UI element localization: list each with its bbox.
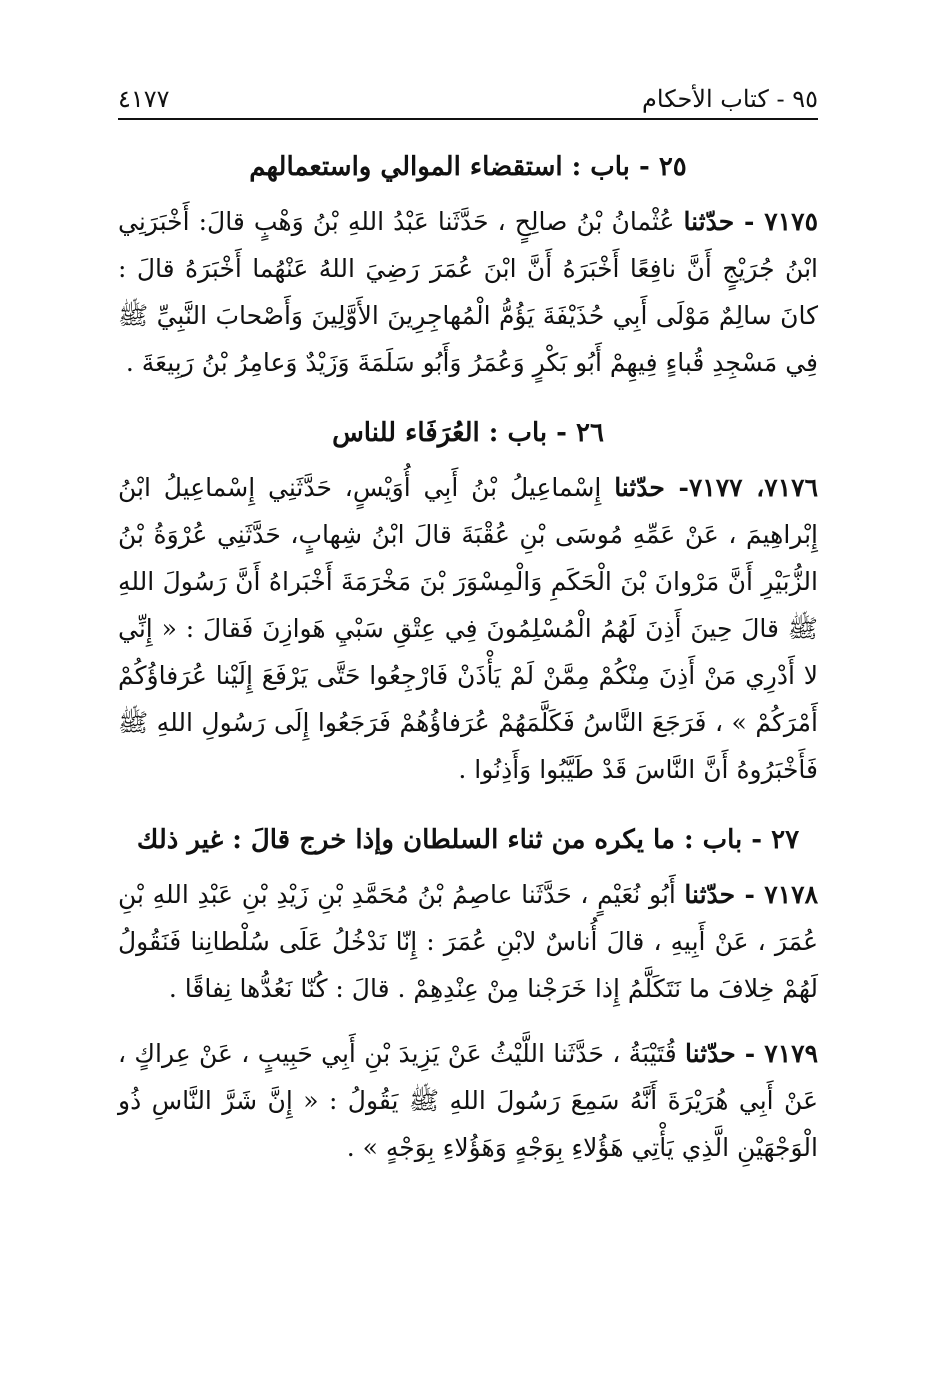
- section-heading: ٢٧ - باب : ما يكره من ثناء السلطان وإذا خرج قالَ : غير ذلك: [136, 825, 800, 855]
- hadith-text: أَبُو نُعَيْمٍ ، حَدَّثَنا عاصِمُ بْنُ مُحَمَّدِ بْنِ زَيْدِ بْنِ عَبْدِ اللهِ بْنِ عُمَرَ ، عَنْ أَبِيهِ ، قالَ أُناسٌ لابْنِ عُمَرَ : إِنّا نَدْخُلُ عَلَى سُلْطانِنا فَنَقُولُ لَهُمْ خِلافَ ما نَتَكَلَّمُ إِذا خَرَجْنا مِنْ عِنْدِهِمْ . قالَ : كُنّا نَعُدُّها نِفاقًا .: [118, 880, 818, 1003]
- hadith-text: إِسْماعِيلُ بْنُ أَبِي أُوَيْسٍ، حَدَّثَنِي إِسْماعِيلُ ابْنُ إِبْراهِيمَ ، عَنْ عَمِّهِ مُوسَى بْنِ عُقْبَةَ قالَ ابْنُ شِهابٍ، حَدَّثَنِي عُرْوَةُ بْنُ الزُّبَيْرِ أَنَّ مَرْوانَ بْنَ الْحَكَمِ وَالْمِسْوَرَ بْنَ مَخْرَمَةَ أَخْبَراهُ أَنَّ رَسُولَ اللهِ ﷺ قالَ حِينَ أَذِنَ لَهُمُ الْمُسْلِمُونَ فِي عِتْقِ سَبْيِ هَوازِنَ فَقالَ : « إِنِّي لا أَدْرِي مَنْ أَذِنَ مِنْكُمْ مِمَّنْ لَمْ يَأْذَنْ فَارْجِعُوا حَتَّى يَرْفَعَ إِلَيْنا عُرَفاؤُكُمْ أَمْرَكُمْ » ، فَرَجَعَ النَّاسُ فَكَلَّمَهُمْ عُرَفاؤُهُمْ فَرَجَعُوا إِلَى رَسُولِ اللهِ ﷺ فَأَخْبَرُوهُ أَنَّ النَّاسَ قَدْ طَيَّبُوا وَأَذِنُوا .: [118, 473, 818, 784]
- hadith-text: قُتَيْبَةُ ، حَدَّثَنا اللَّيْثُ عَنْ يَزِيدَ بْنِ أَبِي حَبِيبٍ ، عَنْ عِراكٍ ، عَنْ أَبِي هُرَيْرَةَ أَنَّهُ سَمِعَ رَسُولَ اللهِ ﷺ يَقُولُ : « إِنَّ شَرَّ النَّاسِ ذُو الْوَجْهَيْنِ الَّذِي يَأْتِي هَؤُلاءِ بِوَجْهٍ وَهَؤُلاءِ بِوَجْهٍ » .: [118, 1039, 818, 1162]
- hadith-text: عُثْمانُ بْنُ صالِحٍ ، حَدَّثَنا عَبْدُ اللهِ بْنُ وَهْبٍ قالَ: أَخْبَرَنِي ابْنُ جُرَيْجٍ أَنَّ نافِعًا أَخْبَرَهُ أَنَّ ابْنَ عُمَرَ رَضِيَ اللهُ عَنْهُما أَخْبَرَهُ قالَ : كانَ سالِمٌ مَوْلَى أَبِي حُذَيْفَةَ يَؤُمُّ الْمُهاجِرِينَ الأَوَّلِينَ وَأَصْحابَ النَّبِيِّ ﷺ فِي مَسْجِدِ قُباءٍ فِيهِمْ أَبُو بَكْرٍ وَعُمَرُ وَأَبُو سَلَمَةَ وَزَيْدٌ وَعامِرُ بْنُ رَبِيعَةَ .: [118, 207, 818, 377]
- hadith-paragraph: [118, 464, 818, 793]
- chapter-title: ٩٥ - كتاب الأحكام: [642, 85, 818, 113]
- section-heading: ٢٦ - باب : العُرَفَاء للناس: [332, 418, 604, 448]
- hadith-number: ٧١٧٥ - حدّثنا: [683, 207, 818, 236]
- hadith-number: ٧١٧٦، ٧١٧٧- حدّثنا: [614, 473, 818, 502]
- book-page: [118, 84, 818, 1171]
- hadith-paragraph: [118, 198, 818, 386]
- hadith-number: ٧١٧٨ - حدّثنا: [684, 880, 818, 909]
- section-heading: ٢٥ - باب : استقضاء الموالي واستعمالهم: [249, 152, 687, 182]
- page-number: ٤١٧٧: [118, 85, 170, 113]
- running-header: [118, 84, 818, 120]
- hadith-paragraph: [118, 871, 818, 1012]
- hadith-paragraph: [118, 1030, 818, 1171]
- hadith-number: ٧١٧٩ - حدّثنا: [685, 1039, 818, 1068]
